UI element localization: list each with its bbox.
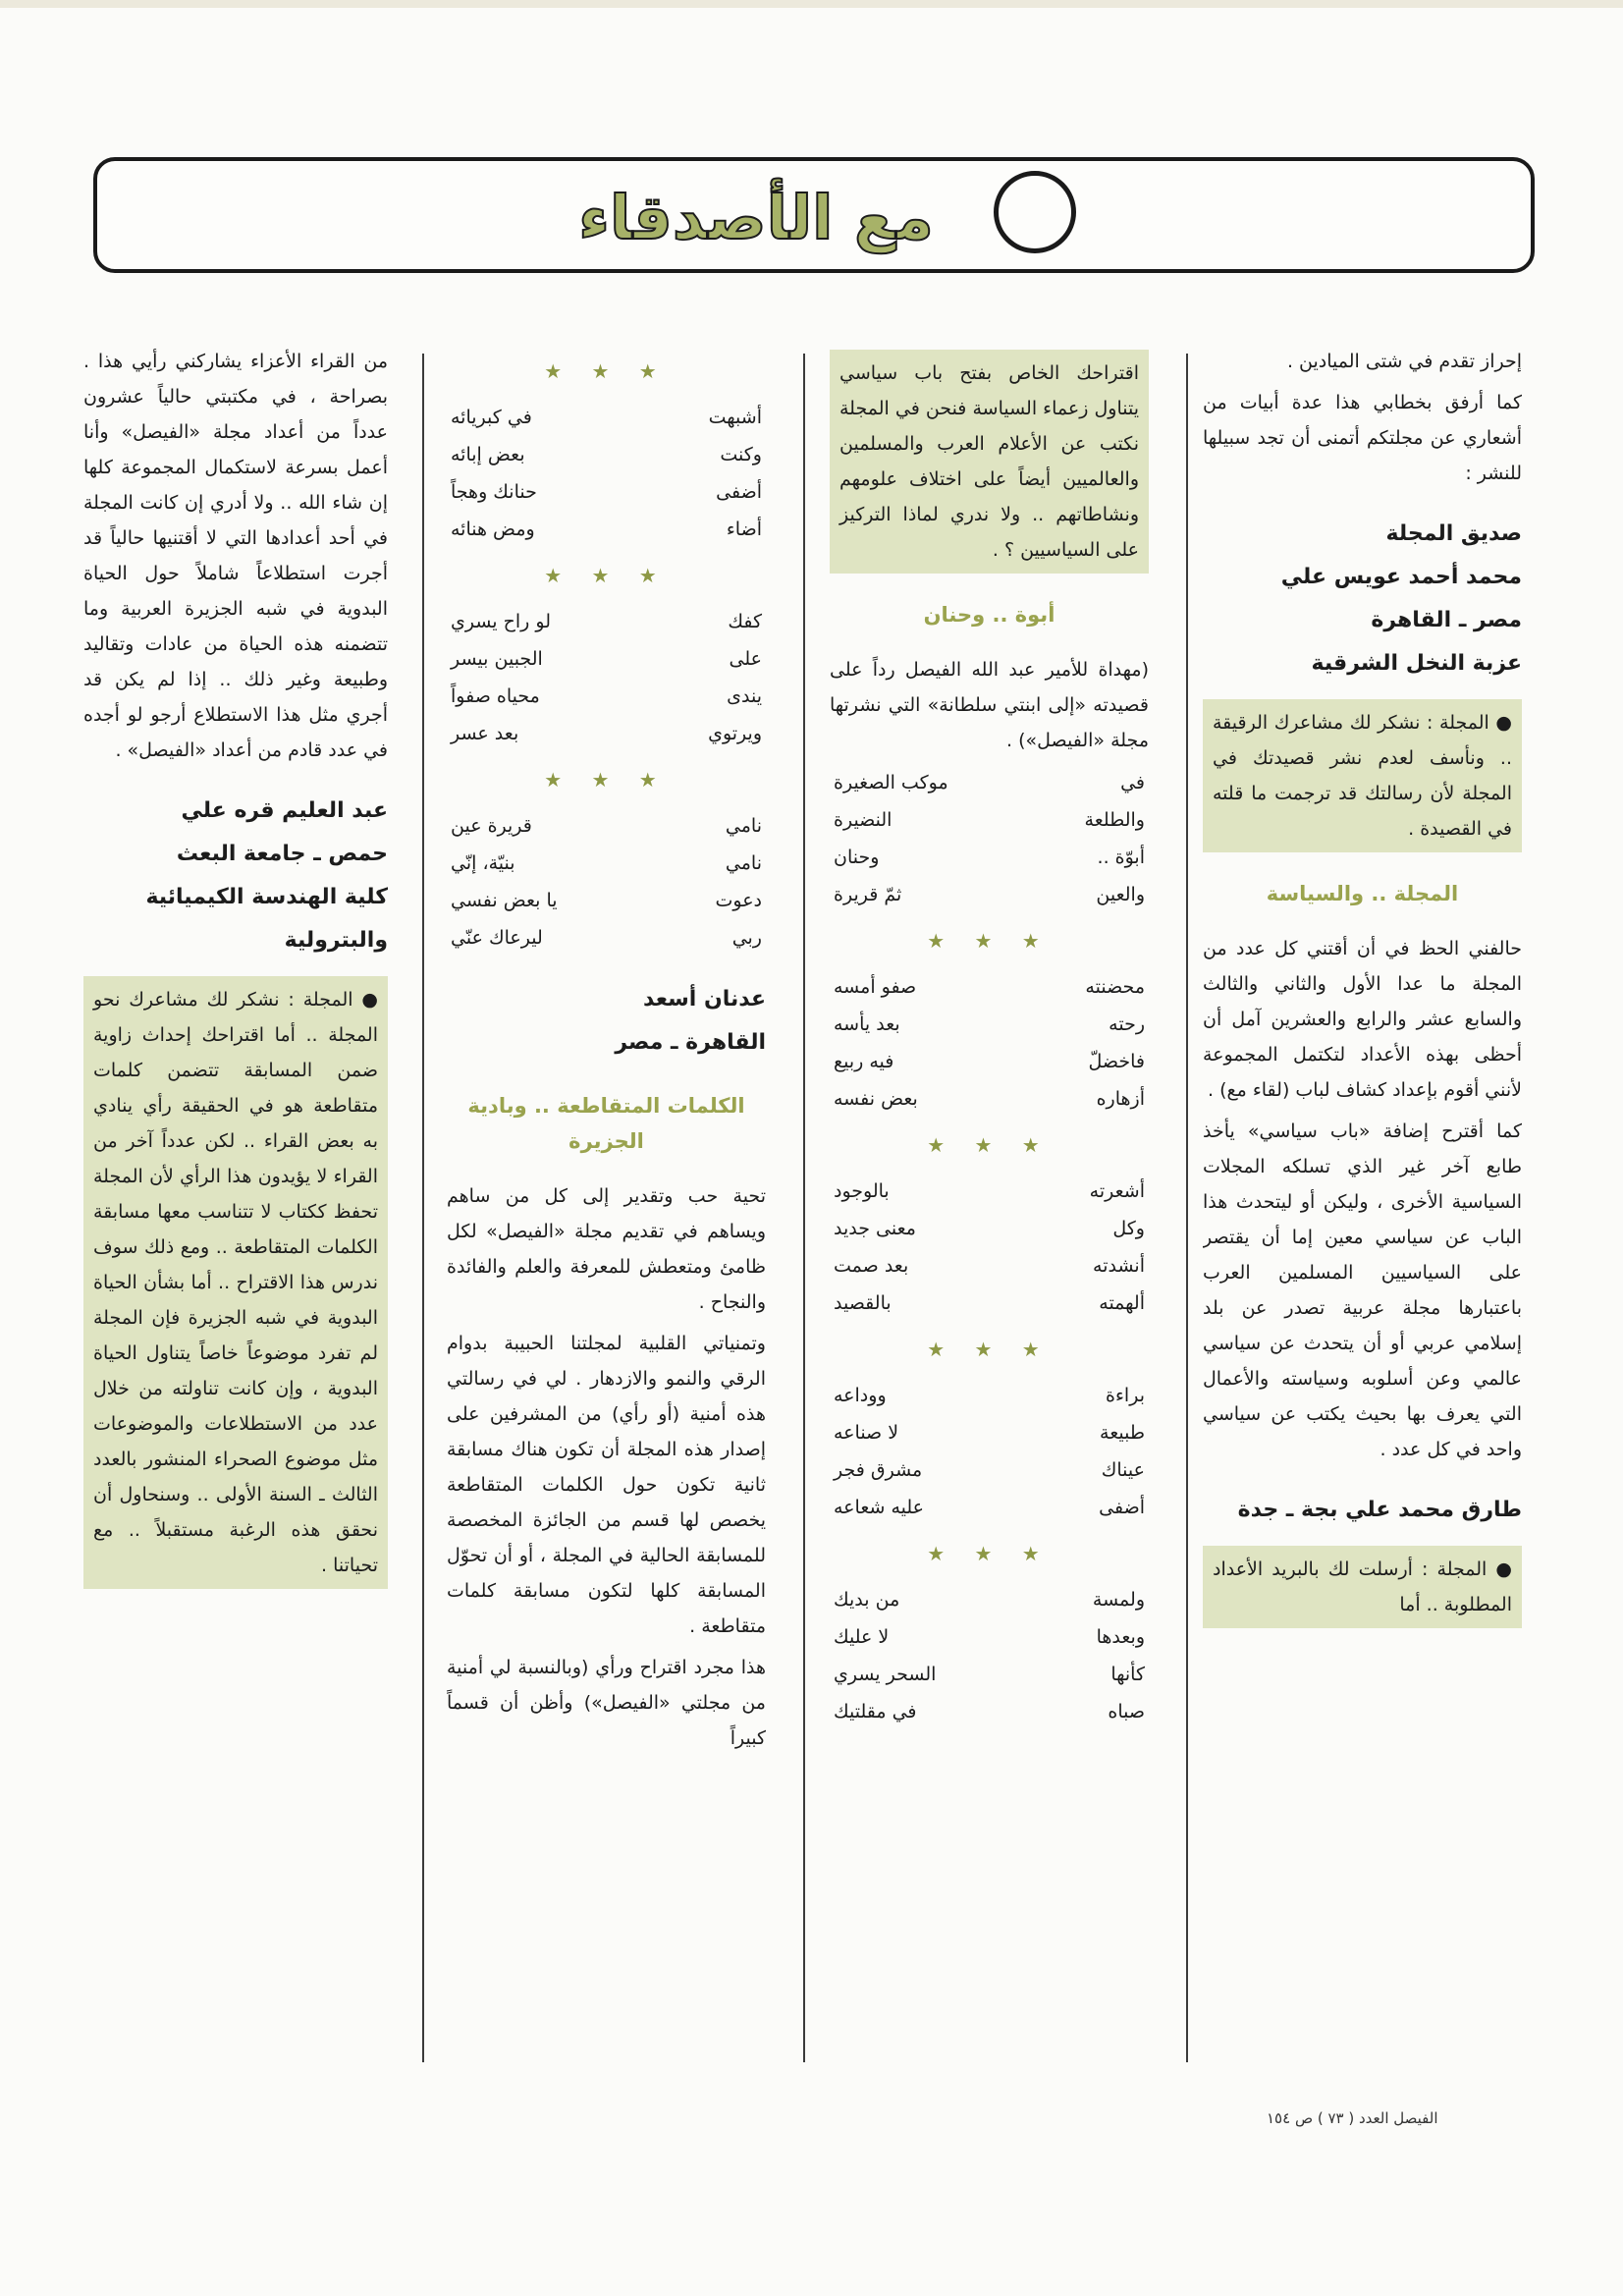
- poem-stanza: [447, 807, 766, 957]
- editor-reply: ● المجلة : نشكر لك مشاعرك الرقيقة .. ونأسف لعدم نشر قصيدتك في المجلة لأن رسالتك قد ترجمت ما قلته في القصيدة .: [1203, 699, 1522, 852]
- paragraph: كما أرفق بخطابي هذا عدة أبيات من أشعاري عن مجلتكم أتمنى أن تجد سبيلها للنشر :: [1203, 392, 1522, 484]
- verse-line: رحته بعد يأسه: [834, 1013, 1145, 1035]
- verse-line: وبعدها لا عليك: [834, 1626, 1145, 1648]
- verse-line: كفك لو راح يسري: [451, 611, 762, 632]
- stanza-separator: ★ ★ ★: [544, 359, 669, 383]
- signature: [447, 978, 766, 1065]
- stanza-separator: ★ ★ ★: [927, 1133, 1052, 1157]
- signature-line: القاهرة ـ مصر: [615, 1030, 766, 1055]
- verse-line: طبيعة لا صناعه: [834, 1422, 1145, 1444]
- column-2: [830, 344, 1149, 2072]
- poem-stanza: [830, 1377, 1149, 1526]
- top-edge: [0, 0, 1623, 8]
- signature-line: حمص ـ جامعة البعث: [176, 842, 388, 866]
- signature-line: مصر ـ القاهرة: [1371, 608, 1522, 632]
- verse-line: عيناك مشرق فجر: [834, 1459, 1145, 1481]
- paragraph: تحية حب وتقدير إلى كل من ساهم ويساهم في تقديم مجلة «الفيصل» لكل ظامئ ومتعطش للمعرفة والعلم والفائدة والنجاح .: [447, 1185, 766, 1313]
- paragraph: حالفني الحظ في أن أقتني كل عدد من المجلة ما عدا الأول والثاني والثالث والسابع عشر والرابع والعشرين آمل أن أحظى بهذه الأعداد لتكتمل المجموعة لأنني أقوم بإعداد كشاف لباب (لقاء مع) .: [1203, 938, 1522, 1101]
- poem-stanza: [830, 1173, 1149, 1322]
- verse-line: يندى محياه صفواً: [451, 685, 762, 707]
- verse-line: أضاء ومض هنائه: [451, 519, 762, 540]
- header-ring-ornament: [994, 171, 1076, 253]
- article-heading: الكلمات المتقاطعة .. وبادية الجزيرة: [467, 1094, 745, 1153]
- editor-reply: اقتراحك الخاص بفتح باب سياسي يتناول زعماء السياسة فنحن في المجلة نكتب عن الأعلام العرب والمسلمين والعالميين أيضاً على اختلاف علومهم ونشاطاتهم .. ولا ندري لماذا التركيز على السياسيين ؟ .: [830, 350, 1149, 574]
- verse-line: وكل معنى جديد: [834, 1218, 1145, 1239]
- verse-line: أضفى حنانك وهجاً: [451, 481, 762, 503]
- column-3: [447, 344, 766, 2072]
- page-footer: الفيصل العدد ( ٧٣ ) ص ١٥٤: [1267, 2109, 1438, 2127]
- stanza-separator: ★ ★ ★: [544, 564, 669, 587]
- article-heading: المجلة .. والسياسة: [1266, 882, 1459, 905]
- poem-stanza: [830, 968, 1149, 1118]
- poem-stanza: [447, 603, 766, 752]
- poem-heading: أبوة .. وحنان: [923, 603, 1055, 627]
- verse-line: ربي ليرعاك عنّي: [451, 927, 762, 949]
- verse-line: محضنته صفو أمسه: [834, 976, 1145, 998]
- column-divider: [803, 354, 805, 2062]
- column-4: [83, 344, 388, 2072]
- verse-line: والعين ثمّ قريرة: [834, 884, 1145, 905]
- verse-line: نامي قريرة عين: [451, 815, 762, 837]
- verse-line: على الجبين بيسر: [451, 648, 762, 670]
- stanza-separator: ★ ★ ★: [927, 1338, 1052, 1361]
- editor-reply: ● المجلة : أرسلت لك بالبريد الأعداد المطلوبة .. أما: [1203, 1546, 1522, 1628]
- verse-line: ويرتوي بعد عسر: [451, 723, 762, 744]
- verse-line: ولمسة من بديك: [834, 1589, 1145, 1611]
- poem-stanza: [830, 764, 1149, 913]
- verse-line: أشعرته بالوجود: [834, 1180, 1145, 1202]
- verse-line: أنشدته بعد صمت: [834, 1255, 1145, 1277]
- column-1: [1203, 344, 1522, 2072]
- verse-line: أبوّة .. وحنان: [834, 847, 1145, 868]
- signature: [1203, 513, 1522, 685]
- verse-line: في موكب الصغيرة: [834, 772, 1145, 793]
- stanza-separator: ★ ★ ★: [927, 1542, 1052, 1565]
- verse-line: ألهمته بالقصيد: [834, 1292, 1145, 1314]
- signature-line: كلية الهندسة الكيميائية والبترولية: [145, 885, 388, 953]
- verse-line: والطلعة النضيرة: [834, 809, 1145, 831]
- paragraph: كما أقترح إضافة «باب سياسي» يأخذ طابع آخر غير الذي تسلكه المجلات السياسية الأخرى ، وليكن أو ليتحدث هذا الباب عن سياسي معين إما أن يقتصر على السياسيين المسلمين العرب باعتبارها مجلة عربية تصدر عن بلد إسلامي عربي أو أن يتحدث عن سياسي عالمي وعن أسلوبه وسياسته والأعمال التي يعرف بها بحيث يكتب عن سياسي واحد في كل عدد .: [1203, 1121, 1522, 1460]
- signature: [83, 790, 388, 962]
- signature-line: محمد أحمد عويس علي: [1280, 565, 1522, 589]
- verse-line: أشبهت في كبريائه: [451, 407, 762, 428]
- poem-intro: (مهداة للأمير عبد الله الفيصل رداً على قصيدته «إلى ابنتي سلطانة» التي نشرتها مجلة «الفيصل») .: [830, 659, 1149, 751]
- paragraph: وتمنياتي القلبية لمجلتنا الحبيبة بدوام الرقي والنمو والازدهار . لي في رسالتي هذه أمنية (أو رأي) من المشرفين على إصدار هذه المجلة أن تكون هناك مسابقة ثانية تكون حول الكلمات المتقاطعة يخصص لها قسم من الجائزة المخصصة للمسابقة الحالية في المجلة ، أو أن تحوّل المسابقة كلها لتكون مسابقة كلمات متقاطعة .: [447, 1333, 766, 1637]
- poem-stanza: [830, 1581, 1149, 1730]
- column-divider: [422, 354, 424, 2062]
- signature-line: عزبة النخل الشرقية: [1311, 651, 1522, 676]
- verse-line: كأنها السحر يسري: [834, 1664, 1145, 1685]
- verse-line: صباه في مقلتيك: [834, 1701, 1145, 1722]
- editor-reply: ● المجلة : نشكر لك مشاعرك نحو المجلة .. أما اقتراحك إحداث زاوية ضمن المسابقة تتضمن كلمات متقاطعة هو في الحقيقة رأي ينادي به بعض القراء .. لكن عدداً آخر من القراء لا يؤيدون هذا الرأي لأن المجلة تحفظ ككتاب لا تتناسب معها مسابقة الكلمات المتقاطعة .. ومع ذلك سوف ندرس هذا الاقتراح .. أما بشأن الحياة البدوية في شبه الجزيرة فإن المجلة لم تفرد موضوعاً خاصاً يتناول الحياة البدوية ، وإن كانت تناولته من خلال عدد من الاستطلاعات والموضوعات مثل موضوع الصحراء المنشور بالعدد الثالث ـ السنة الأولى .. وسنحاول أن نحقق هذه الرغبة مستقبلاً .. مع تحياتنا .: [83, 976, 388, 1589]
- signature-line: عدنان أسعد: [643, 987, 766, 1011]
- verse-line: نامي بنيّة، إنّي: [451, 852, 762, 874]
- stanza-separator: ★ ★ ★: [927, 929, 1052, 953]
- verse-line: وكنت بعض إبائه: [451, 444, 762, 465]
- paragraph: هذا مجرد اقتراح ورأي (وبالنسبة لي أمنية من مجلتي «الفيصل») وأظن أن قسماً كبيراً: [447, 1657, 766, 1749]
- paragraph: من القراء الأعزاء يشاركني رأيي هذا . بصراحة ، في مكتبتي حالياً عشرون عدداً من أعداد مجلة «الفيصل» وأنا أعمل بسرعة لاستكمال المجموعة كلها إن شاء الله .. ولا أدري إن كانت المجلة في أحد أعدادها التي لا أقتنيها حالياً قد أجرت استطلاعاً شاملاً حول الحياة البدوية في شبه الجزيرة العربية وما تتضمنه هذه الحياة من عادات وتقاليد وطبيعة وغير ذلك .. إذا لم يكن قد أجري مثل هذا الاستطلاع أرجو لو أجده في عدد قادم من أعداد «الفيصل» .: [83, 351, 388, 761]
- verse-line: فاخضلّ فيه ربيع: [834, 1051, 1145, 1072]
- poem-stanza: [447, 399, 766, 548]
- section-title: مع الأصدقاء: [578, 182, 934, 253]
- verse-line: براءة ووداعه: [834, 1385, 1145, 1406]
- signature-line: عبد العليم قره علي: [181, 798, 388, 823]
- verse-line: أزهاره بعض نفسه: [834, 1088, 1145, 1110]
- signature-line: صديق المجلة: [1385, 521, 1522, 546]
- verse-line: أضفى عليه شعاعه: [834, 1497, 1145, 1518]
- signature: طارق محمد علي بجة ـ جدة: [1237, 1498, 1522, 1522]
- paragraph: إحراز تقدم في شتى الميادين .: [1286, 351, 1522, 372]
- verse-line: دعوت يا بعض نفسي: [451, 890, 762, 911]
- column-divider: [1186, 354, 1188, 2062]
- stanza-separator: ★ ★ ★: [544, 768, 669, 792]
